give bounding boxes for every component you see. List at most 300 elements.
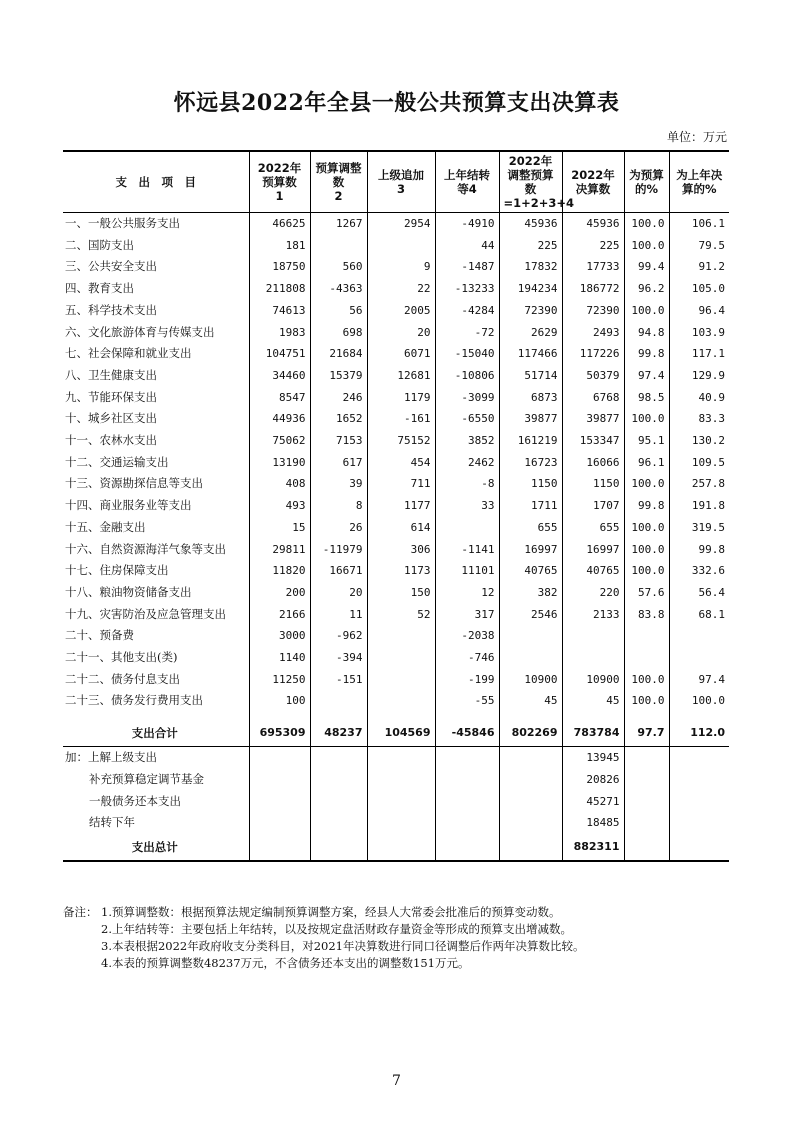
row-value: 57.6 <box>624 582 669 604</box>
table-row <box>63 647 729 669</box>
row-label: 十一、农林水支出 <box>65 433 157 448</box>
row-label: 二十二、债务付息支出 <box>65 671 180 686</box>
row-value: 40765 <box>562 560 624 582</box>
extra-cell <box>624 769 669 791</box>
row-value: 100.0 <box>624 473 669 495</box>
table-row <box>63 343 729 365</box>
row-value: 75152 <box>367 430 435 452</box>
row-value: 493 <box>249 495 310 517</box>
row-value: 10900 <box>562 669 624 691</box>
table-row <box>63 604 729 626</box>
row-label: 十、城乡社区支出 <box>65 411 157 426</box>
table-row <box>63 669 729 691</box>
row-value: 97.4 <box>669 669 729 691</box>
row-value: 12 <box>435 582 499 604</box>
row-value: 317 <box>435 604 499 626</box>
spacer-cell <box>624 712 669 720</box>
row-value: 153347 <box>562 430 624 452</box>
row-label: 十二、交通运输支出 <box>65 454 169 469</box>
row-value: -746 <box>435 647 499 669</box>
header-pct-last-year: 为上年决算的% <box>669 151 729 213</box>
row-value: 1652 <box>310 408 367 430</box>
row-value: 2166 <box>249 604 310 626</box>
row-value: 39 <box>310 473 367 495</box>
total-value: 783784 <box>562 720 624 747</box>
total-value: 104569 <box>367 720 435 747</box>
row-value: 9 <box>367 256 435 278</box>
row-label: 二、国防支出 <box>65 237 134 252</box>
row-value: 2546 <box>499 604 562 626</box>
row-value: -4363 <box>310 278 367 300</box>
row-value: 45936 <box>499 213 562 235</box>
row-value: 15379 <box>310 365 367 387</box>
row-value: 181 <box>249 235 310 257</box>
extra-cell <box>249 791 310 813</box>
extra-cell <box>669 812 729 834</box>
row-value: 100.0 <box>624 560 669 582</box>
header-final-accounts: 2022年决算数 <box>562 151 624 213</box>
row-value: 100.0 <box>624 235 669 257</box>
total-value: -45846 <box>435 720 499 747</box>
total-label: 支出合计 <box>63 720 249 747</box>
row-value: 22 <box>367 278 435 300</box>
row-value: 100.0 <box>624 517 669 539</box>
row-label: 九、节能环保支出 <box>65 389 157 404</box>
row-value <box>624 625 669 647</box>
grand-cell <box>310 834 367 861</box>
extra-cell <box>367 769 435 791</box>
row-value: 52 <box>367 604 435 626</box>
row-value: 2629 <box>499 322 562 344</box>
extra-cell <box>249 769 310 791</box>
row-value: 1173 <box>367 560 435 582</box>
extra-cell <box>367 791 435 813</box>
row-value: 26 <box>310 517 367 539</box>
header-adjustment: 预算调整数 2 <box>310 151 367 213</box>
table-row <box>63 690 729 712</box>
row-value <box>310 235 367 257</box>
row-value: 8 <box>310 495 367 517</box>
row-value: 96.2 <box>624 278 669 300</box>
row-value: 99.4 <box>624 256 669 278</box>
note-line: 4.本表的预算调整数48237万元，不含债务还本支出的调整数151万元。 <box>101 956 470 970</box>
row-label: 四、教育支出 <box>65 281 134 296</box>
notes <box>63 904 743 972</box>
row-value: 560 <box>310 256 367 278</box>
row-value: 17832 <box>499 256 562 278</box>
expenditure-table <box>63 150 729 862</box>
row-value: 18750 <box>249 256 310 278</box>
extra-label: 加：上解上级支出 <box>65 750 157 765</box>
row-value <box>669 625 729 647</box>
row-value: 306 <box>367 539 435 561</box>
row-value: 95.1 <box>624 430 669 452</box>
extra-cell <box>435 769 499 791</box>
spacer-row <box>63 712 729 720</box>
table-row <box>63 213 729 235</box>
row-value: 16723 <box>499 452 562 474</box>
row-value: -199 <box>435 669 499 691</box>
total-value: 802269 <box>499 720 562 747</box>
row-value: 100.0 <box>624 690 669 712</box>
row-value: 15 <box>249 517 310 539</box>
row-value: 12681 <box>367 365 435 387</box>
row-value: 6873 <box>499 387 562 409</box>
row-value: 104751 <box>249 343 310 365</box>
row-value: 161219 <box>499 430 562 452</box>
extra-cell <box>310 747 367 769</box>
row-value: 246 <box>310 387 367 409</box>
row-value <box>310 690 367 712</box>
row-value: 382 <box>499 582 562 604</box>
row-value: -151 <box>310 669 367 691</box>
row-value <box>499 625 562 647</box>
row-value: 16997 <box>562 539 624 561</box>
extra-label: 结转下年 <box>89 815 135 830</box>
row-value: 39877 <box>562 408 624 430</box>
row-label: 十八、粮油物资储备支出 <box>65 584 192 599</box>
row-label: 七、社会保障和就业支出 <box>65 346 192 361</box>
extra-value: 18485 <box>562 812 624 834</box>
row-value: 2133 <box>562 604 624 626</box>
table-row <box>63 517 729 539</box>
row-value: 99.8 <box>624 495 669 517</box>
row-value: 11820 <box>249 560 310 582</box>
row-value: 16997 <box>499 539 562 561</box>
extra-cell <box>499 769 562 791</box>
row-value: 33 <box>435 495 499 517</box>
row-value: 200 <box>249 582 310 604</box>
row-value: 11101 <box>435 560 499 582</box>
row-value: 257.8 <box>669 473 729 495</box>
row-value <box>367 625 435 647</box>
extra-cell <box>435 812 499 834</box>
row-value: 96.4 <box>669 300 729 322</box>
row-value: 1983 <box>249 322 310 344</box>
spacer-cell <box>562 712 624 720</box>
row-value: 105.0 <box>669 278 729 300</box>
page-number: 7 <box>392 1073 401 1089</box>
row-value: 130.2 <box>669 430 729 452</box>
note-line: 2.上年结转等：主要包括上年结转，以及按规定盘活财政存量资金等形成的预算支出增减数。 <box>101 922 572 936</box>
row-value: 98.5 <box>624 387 669 409</box>
row-value: 1267 <box>310 213 367 235</box>
row-value: 100.0 <box>669 690 729 712</box>
row-value: 150 <box>367 582 435 604</box>
row-value: 6768 <box>562 387 624 409</box>
row-value: 97.4 <box>624 365 669 387</box>
table-row <box>63 560 729 582</box>
row-value: 34460 <box>249 365 310 387</box>
row-value: -10806 <box>435 365 499 387</box>
spacer-cell <box>310 712 367 720</box>
row-value: -4284 <box>435 300 499 322</box>
row-value: 8547 <box>249 387 310 409</box>
row-label: 六、文化旅游体育与传媒支出 <box>65 324 215 339</box>
row-value: -15040 <box>435 343 499 365</box>
header-pct-budget: 为预算的% <box>624 151 669 213</box>
row-value: 83.3 <box>669 408 729 430</box>
row-value: 211808 <box>249 278 310 300</box>
row-value: 454 <box>367 452 435 474</box>
row-value: 100.0 <box>624 213 669 235</box>
extra-cell <box>310 812 367 834</box>
row-value: 83.8 <box>624 604 669 626</box>
grand-total-label: 支出总计 <box>63 834 249 861</box>
extra-row <box>63 747 729 769</box>
row-value: 225 <box>499 235 562 257</box>
table-row <box>63 322 729 344</box>
row-value: 117226 <box>562 343 624 365</box>
row-value: -55 <box>435 690 499 712</box>
row-value <box>435 517 499 539</box>
row-value: 40.9 <box>669 387 729 409</box>
row-label: 十五、金融支出 <box>65 519 146 534</box>
row-value: 56 <box>310 300 367 322</box>
row-value: 51714 <box>499 365 562 387</box>
row-value: 96.1 <box>624 452 669 474</box>
row-value: 1150 <box>499 473 562 495</box>
row-value: 20 <box>367 322 435 344</box>
extra-value: 20826 <box>562 769 624 791</box>
unit-label: 单位：万元 <box>666 130 727 144</box>
row-value: -72 <box>435 322 499 344</box>
row-value: 68.1 <box>669 604 729 626</box>
row-value: 11 <box>310 604 367 626</box>
notes-lead: 备注： <box>63 905 98 919</box>
row-label: 十三、资源勘探信息等支出 <box>65 476 203 491</box>
table-row <box>63 365 729 387</box>
row-value <box>669 647 729 669</box>
table-row <box>63 278 729 300</box>
row-value: 332.6 <box>669 560 729 582</box>
table-row <box>63 430 729 452</box>
row-value: 44936 <box>249 408 310 430</box>
row-value: 40765 <box>499 560 562 582</box>
row-value: 2462 <box>435 452 499 474</box>
row-value: 3000 <box>249 625 310 647</box>
spacer-cell <box>367 712 435 720</box>
extra-label: 一般债务还本支出 <box>89 793 181 808</box>
grand-total-row <box>63 834 729 861</box>
row-label: 五、科学技术支出 <box>65 302 157 317</box>
extra-cell <box>669 791 729 813</box>
row-value: 10900 <box>499 669 562 691</box>
row-value: 103.9 <box>669 322 729 344</box>
row-value: 191.8 <box>669 495 729 517</box>
row-value: 94.8 <box>624 322 669 344</box>
row-value: -13233 <box>435 278 499 300</box>
row-value: 2954 <box>367 213 435 235</box>
spacer-cell <box>435 712 499 720</box>
total-value: 97.7 <box>624 720 669 747</box>
row-value: 186772 <box>562 278 624 300</box>
row-value: -161 <box>367 408 435 430</box>
grand-cell <box>624 834 669 861</box>
row-value: 79.5 <box>669 235 729 257</box>
table-row <box>63 495 729 517</box>
total-value: 48237 <box>310 720 367 747</box>
row-value: 617 <box>310 452 367 474</box>
row-value: 39877 <box>499 408 562 430</box>
row-value: 1150 <box>562 473 624 495</box>
row-value: 1177 <box>367 495 435 517</box>
row-value: 1707 <box>562 495 624 517</box>
row-value: 17733 <box>562 256 624 278</box>
total-value: 695309 <box>249 720 310 747</box>
extra-cell <box>669 747 729 769</box>
extra-row <box>63 769 729 791</box>
row-value: 225 <box>562 235 624 257</box>
row-value: 16066 <box>562 452 624 474</box>
row-value: 2005 <box>367 300 435 322</box>
row-value: 72390 <box>562 300 624 322</box>
row-value: -2038 <box>435 625 499 647</box>
row-value: -11979 <box>310 539 367 561</box>
grand-total-value: 882311 <box>562 834 624 861</box>
row-value: 2493 <box>562 322 624 344</box>
spacer-cell <box>499 712 562 720</box>
row-value: 655 <box>562 517 624 539</box>
row-value <box>367 647 435 669</box>
row-value: 11250 <box>249 669 310 691</box>
row-value: 408 <box>249 473 310 495</box>
row-value: -3099 <box>435 387 499 409</box>
row-value: -962 <box>310 625 367 647</box>
row-value <box>562 647 624 669</box>
grand-cell <box>669 834 729 861</box>
row-value: 711 <box>367 473 435 495</box>
extra-cell <box>249 747 310 769</box>
table-row <box>63 625 729 647</box>
row-value: 319.5 <box>669 517 729 539</box>
row-value: 29811 <box>249 539 310 561</box>
row-value: 20 <box>310 582 367 604</box>
row-value: 194234 <box>499 278 562 300</box>
row-value: 16671 <box>310 560 367 582</box>
row-value: 100.0 <box>624 300 669 322</box>
header-budget: 2022年预算数 1 <box>249 151 310 213</box>
spacer-cell <box>249 712 310 720</box>
row-value: 7153 <box>310 430 367 452</box>
extra-cell <box>624 747 669 769</box>
row-value: 698 <box>310 322 367 344</box>
row-value: -6550 <box>435 408 499 430</box>
note-line: 1.预算调整数：根据预算法规定编制预算调整方案，经县人大常委会批准后的预算变动数。 <box>101 905 561 919</box>
total-row <box>63 720 729 747</box>
row-value <box>499 647 562 669</box>
row-value: 75062 <box>249 430 310 452</box>
table-row <box>63 582 729 604</box>
row-value: 100.0 <box>624 539 669 561</box>
row-value: 100 <box>249 690 310 712</box>
row-value: -1487 <box>435 256 499 278</box>
extra-cell <box>499 812 562 834</box>
row-label: 三、公共安全支出 <box>65 259 157 274</box>
row-value: 100.0 <box>624 408 669 430</box>
row-label: 一、一般公共服务支出 <box>65 216 180 230</box>
table-row <box>63 387 729 409</box>
row-value: 1140 <box>249 647 310 669</box>
table-row <box>63 473 729 495</box>
row-value: 3852 <box>435 430 499 452</box>
row-value: 106.1 <box>669 213 729 235</box>
spacer-cell <box>63 712 249 720</box>
row-value <box>367 235 435 257</box>
row-value: 655 <box>499 517 562 539</box>
row-value: 99.8 <box>669 539 729 561</box>
extra-cell <box>249 812 310 834</box>
row-value: 91.2 <box>669 256 729 278</box>
row-value: 45 <box>499 690 562 712</box>
header-adjusted-budget: 2022年调整预算数=1+2+3+4 <box>499 151 562 213</box>
grand-cell <box>367 834 435 861</box>
extra-label: 补充预算稳定调节基金 <box>89 771 204 786</box>
row-value: 614 <box>367 517 435 539</box>
row-value: 100.0 <box>624 669 669 691</box>
extra-value: 13945 <box>562 747 624 769</box>
table-row <box>63 452 729 474</box>
grand-cell <box>435 834 499 861</box>
extra-cell <box>669 769 729 791</box>
row-value: -1141 <box>435 539 499 561</box>
row-value: 99.8 <box>624 343 669 365</box>
extra-cell <box>435 791 499 813</box>
table-row <box>63 408 729 430</box>
table-row <box>63 539 729 561</box>
row-value: 56.4 <box>669 582 729 604</box>
row-value: 1179 <box>367 387 435 409</box>
extra-row <box>63 812 729 834</box>
page-title: 怀远县2022年全县一般公共预算支出决算表 <box>173 90 620 116</box>
row-label: 十七、住房保障支出 <box>65 563 169 578</box>
row-value <box>624 647 669 669</box>
extra-cell <box>435 747 499 769</box>
table-row <box>63 256 729 278</box>
grand-cell <box>249 834 310 861</box>
note-line: 3.本表根据2022年政府收支分类科目，对2021年决算数进行同口径调整后作两年决算数比较。 <box>101 939 585 953</box>
extra-cell <box>367 812 435 834</box>
row-value <box>367 690 435 712</box>
row-value: -394 <box>310 647 367 669</box>
row-value: 21684 <box>310 343 367 365</box>
table-header-row <box>63 151 729 213</box>
row-label: 二十三、债务发行费用支出 <box>65 693 203 708</box>
row-label: 八、卫生健康支出 <box>65 367 157 382</box>
extra-row <box>63 791 729 813</box>
row-value: 13190 <box>249 452 310 474</box>
row-value: 45936 <box>562 213 624 235</box>
row-value: 1711 <box>499 495 562 517</box>
row-value: -4910 <box>435 213 499 235</box>
row-value: 72390 <box>499 300 562 322</box>
grand-cell <box>499 834 562 861</box>
row-value: 46625 <box>249 213 310 235</box>
extra-cell <box>499 791 562 813</box>
header-superior-addition: 上级追加 3 <box>367 151 435 213</box>
row-value: -8 <box>435 473 499 495</box>
table-row <box>63 235 729 257</box>
extra-value: 45271 <box>562 791 624 813</box>
extra-cell <box>367 747 435 769</box>
row-label: 十九、灾害防治及应急管理支出 <box>65 606 226 621</box>
header-item: 支 出 项 目 <box>63 151 249 213</box>
row-value: 220 <box>562 582 624 604</box>
row-label: 十六、自然资源海洋气象等支出 <box>65 541 226 556</box>
extra-cell <box>310 791 367 813</box>
extra-cell <box>499 747 562 769</box>
row-value: 74613 <box>249 300 310 322</box>
